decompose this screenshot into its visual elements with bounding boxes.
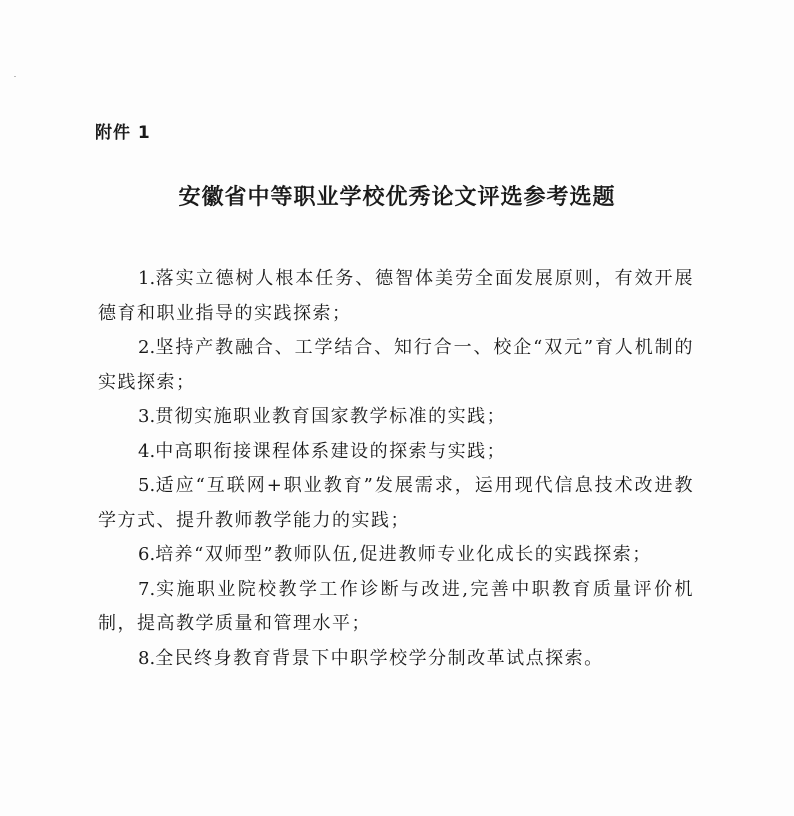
- topic-item: [98, 435, 694, 470]
- topic-text: 贯彻实施职业教育国家教学标准的实践；: [155, 406, 507, 427]
- topic-item: [98, 538, 694, 573]
- topic-number: 6.: [138, 544, 156, 565]
- topic-item: [98, 400, 694, 435]
- topic-number: 1.: [138, 268, 156, 289]
- topic-item: [98, 331, 694, 400]
- topic-item: [98, 642, 694, 677]
- topic-item: [98, 469, 694, 538]
- topic-number: 3.: [138, 406, 156, 427]
- topic-number: 5.: [138, 475, 156, 496]
- topic-text: 全民终身教育背景下中职学校学分制改革试点探索。: [155, 647, 604, 669]
- topic-list: [98, 262, 694, 676]
- document-title: 安徽省中等职业学校优秀论文评选参考选题: [178, 185, 616, 210]
- topic-text: 培养“双师型”教师队伍,促进教师专业化成长的实践探索；: [155, 544, 652, 565]
- topic-number: 7.: [138, 578, 156, 600]
- topic-text: 中高职衔接课程体系建设的探索与实践；: [155, 440, 507, 462]
- scan-edge-mark: [14, 76, 16, 77]
- attachment-label: 附件 1: [95, 123, 151, 143]
- topic-item: [98, 262, 694, 331]
- topic-text: 实施职业院校教学工作诊断与改进,完善中职教育质量评价机制，提高教学质量和管理水平；: [98, 578, 694, 634]
- topic-item: [98, 573, 694, 642]
- topic-number: 4.: [138, 440, 156, 462]
- topic-text: 落实立德树人根本任务、德智体美劳全面发展原则，有效开展德育和职业指导的实践探索；: [98, 268, 694, 324]
- topic-number: 8.: [138, 647, 156, 669]
- topic-number: 2.: [138, 337, 156, 358]
- topic-text: 坚持产教融合、工学结合、知行合一、校企“双元”育人机制的实践探索；: [98, 337, 694, 393]
- topic-text: 适应“互联网+职业教育”发展需求，运用现代信息技术改进教学方式、提升教师教学能力的实践；: [98, 475, 694, 531]
